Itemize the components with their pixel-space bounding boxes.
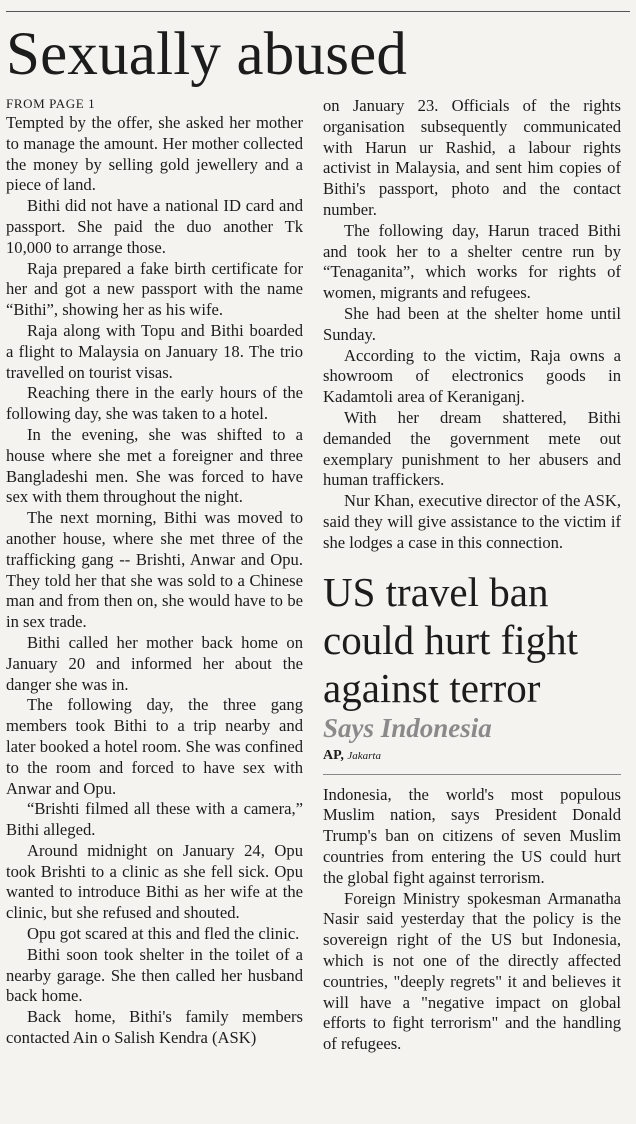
body-paragraph: Bithi soon took shelter in the toilet of a nearby garage. She then called her husband back home.	[6, 944, 303, 1006]
body-paragraph: Reaching there in the early hours of the following day, she was taken to a hotel.	[6, 383, 303, 424]
body-paragraph: Opu got scared at this and fled the clinic.	[27, 924, 300, 944]
body-paragraph: According to the victim, Raja owns a showroom of electronics goods in Kadamtoli area of Keraniganj.	[323, 345, 621, 407]
body-paragraph: on January 23. Officials of the rights organisation subsequently communicated with Harun ur Rashid, a labour rights activist in Malaysia, and sent him copies of Bithi's passport, photo and the contact number.	[323, 96, 621, 219]
byline-agency: AP,	[323, 747, 344, 763]
article-headline: Sexually abused	[6, 21, 408, 88]
body-paragraph: Bithi did not have a national ID card and passport. She paid the duo another Tk 10,000 to arrange those.	[6, 196, 303, 257]
body-paragraph: Tempted by the offer, she asked her mother to manage the amount. Her mother collected the money by selling gold jewellery and a piece of land.	[6, 113, 303, 195]
body-paragraph: “Brishti filmed all these with a camera,” Bithi alleged.	[6, 799, 303, 840]
second-article-subheadline: Says Indonesia	[323, 712, 492, 743]
body-paragraph: The following day, the three gang members took Bithi to a trip nearby and later booked a hotel room. She was confined to the room and forced to have sex with Anwar and Opu.	[6, 695, 303, 798]
article-left-column	[6, 96, 303, 1124]
body-paragraph: She had been at the shelter home until Sunday.	[323, 303, 621, 344]
body-paragraph: Bithi called her mother back home on January 20 and informed her about the danger she was in.	[6, 632, 303, 694]
body-paragraph: Around midnight on January 24, Opu took Brishti to a clinic as she fell sick. Opu wanted to introduce Bithi as her wife at the clinic, but she refused and shouted.	[6, 840, 303, 923]
dateline: FROM PAGE 1	[6, 96, 96, 111]
body-paragraph: Raja prepared a fake birth certificate for her and got a new passport with the name “Bithi”, showing her as his wife.	[6, 258, 303, 320]
article-right-column	[323, 96, 621, 1124]
body-paragraph: Nur Khan, executive director of the ASK, said they will give assistance to the victim if she lodges a case in this connection.	[323, 491, 621, 552]
byline-place: Jakarta	[347, 749, 381, 762]
body-paragraph: Back home, Bithi's family members contacted Ain o Salish Kendra (ASK)	[6, 1007, 303, 1048]
body-paragraph: Foreign Ministry spokesman Armanatha Nasir said yesterday that the policy is the sovereign right of the US but Indonesia, which is not one of the directly affected countries, "deeply regrets" it and believes it will have a "negative impact on global efforts to fight terrorism" and the handling of refugees.	[323, 888, 621, 1054]
body-paragraph: The next morning, Bithi was moved to another house, where she met three of the trafficking gang -- Brishti, Anwar and Opu. They told her that she was sold to a Chinese man and from then on, she would have to be in sex trade.	[6, 508, 303, 632]
body-paragraph: Indonesia, the world's most populous Muslim nation, says President Donald Trump's ban on citizens of seven Muslim countries from entering the US could hurt the global fight against terrorism.	[323, 784, 621, 887]
body-paragraph: The following day, Harun traced Bithi and took her to a shelter centre run by “Tenaganita”, which works for rights of women, migrants and refugees.	[323, 220, 621, 303]
body-paragraph: In the evening, she was shifted to a house where she met a foreigner and three Bangladeshi men. She was forced to have sex with them throughout the night.	[6, 424, 303, 507]
body-paragraph: With her dream shattered, Bithi demanded the government mete out exemplary punishment to her abusers and human traffickers.	[323, 407, 621, 490]
second-article-headline: US travel ban could hurt fight against terror	[323, 568, 579, 711]
body-paragraph: Raja along with Topu and Bithi boarded a flight to Malaysia on January 18. The trio travelled on tourist visas.	[6, 320, 303, 382]
top-rule	[6, 11, 630, 12]
byline	[323, 747, 621, 765]
byline-divider	[323, 774, 621, 775]
